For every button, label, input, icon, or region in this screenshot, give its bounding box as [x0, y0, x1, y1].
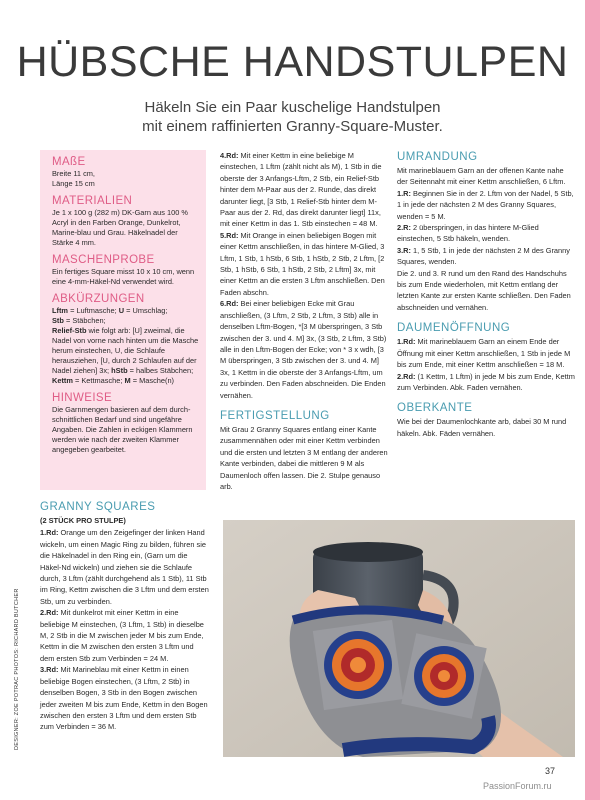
subtitle-line-2: mit einem raffinierten Granny-Square-Muster. [142, 118, 443, 135]
umrandung-outro: Die 2. und 3. R rund um den Rand des Handschuhs bis zum Ende wiederholen, mit Kettm entlang der letzten Kante zur ersten Kante schließen. Den Faden abschneiden und vernähen. [397, 268, 571, 312]
abbr-term: hStb [111, 366, 128, 375]
daumen-heading: DAUMENÖFFNUNG [397, 322, 511, 335]
abbr-term: Kettm [52, 376, 73, 385]
materialien-heading: MATERIALIEN [52, 195, 133, 207]
round-label: 3.Rd: [40, 665, 59, 675]
round-text: Mit dunkelrot mit einer Kettm in eine beliebige M einstechen, (3 Lftm, 1 Stb) in dieselbe M, 2 Stb in die M zwischen jeder M bis zum Ende, Kettm in die M zwischen den ersten 3 Lftm und dem ersten Stb zum Verbinden = 24 M. [40, 608, 204, 663]
abbr-def: = Stäbchen; [63, 316, 106, 325]
abbr-term: M [124, 376, 131, 385]
granny-heading: GRANNY SQUARES [40, 501, 156, 513]
abbr-def: = Umschlag; [124, 306, 168, 315]
fertigstellung-text: Mit Grau 2 Granny Squares entlang einer Kante zusammennähen oder mit einer Kettm verbinden und die ersten und letzten 3 M entlang der anderen Kante verbinden, dabei die mittleren 9 M als Daumenloch offen lassen. Die 2. Stulpe genauso arb. [220, 424, 388, 491]
round-text: Mit Marineblau mit einer Kettm in einen beliebige Bogen einstechen, (3 Lftm, 2 Stb) in denselben Bogen, 3 Stb in den Bogen zwischen jeder zweiten M bis zum Ende, Kettm in den Bogen zwischen den ersten 3 Lftm und dem ersten Stb zum Verbinden = 36 M. [40, 665, 208, 732]
middle-column [220, 150, 390, 492]
umrandung-row-1 [397, 188, 575, 222]
round-label: 1.Rd: [40, 528, 59, 538]
masse-heading: MAßE [52, 156, 86, 168]
round-text: (1 Kettm, 1 Lftm) in jede M bis zum Ende, Kettm zum Verbinden. Abk. Faden vernähen. [397, 371, 575, 392]
round-text: Mit Orange in einen beliebigen Bogen mit einer Kettm anschließen, in das hintere M-Glied, 3 Lftm, 1 Stb, 1 hStb, 6 Stb, 1 hStb, 2 Stb, 2 Lftm, [2 Stb, 1 hStb, 6 Stb, 1 hStb, 2 Stb, 2 Lftm] 3x, mit einer Kettm an die ersten 3 Lftm anschließen. Den Faden abschn. [220, 230, 385, 297]
round-text: Mit einer Kettm in eine beliebige M einstechen, 1 Lftm (zählt nicht als M), 1 Stb in die oberste der 3 Anfangs-Lftm, 2 Stb, ein Relief-Stb hinter dem M-Paar aus der 2. Runde, das direkt darunter liegt, [3 Stb, 1 Relief-Stb hinter dem M-Paar aus der 2. Rd, das direkt darunter liegt] 11x, mit einer Kettm in das 1. Stb einstechen = 48 M. [220, 151, 382, 229]
round-text: Orange um den Zeigefinger der linken Hand wickeln, um einen Magic Ring zu bilden, führen sie die Häkelnadel in den Ring ein, (Garn um die Häkel-Nd wickeln) und ziehen sie die Schlaufe durch, 3 Lftm (zählt durchgehend als 1 Stb), 11 Stb im Ring, Kettm zwischen die 3 Lftm und dem ersten Stb, um zu verbinden. [40, 528, 209, 606]
umrandung-heading: UMRANDUNG [397, 151, 478, 163]
right-column [397, 150, 575, 439]
abbr-term: Stb [52, 316, 64, 325]
round-label: 1.Rd: [397, 337, 416, 347]
abbr-def: = halbes Stäbchen; [127, 366, 194, 375]
abkuerzung-line-1 [52, 306, 200, 316]
round-label: 2.Rd: [397, 371, 416, 381]
row-text: Beginnen Sie in der 2. Lftm von der Nadel, 5 Stb, 1 in jede der nächsten 2 M des Granny Squares, wenden = 5 M. [397, 188, 574, 221]
granny-round-5 [220, 230, 390, 298]
page-title: HÜBSCHE HANDSTULPEN [16, 38, 569, 86]
abbr-term: Relief-Stb [52, 326, 87, 335]
abkuerzung-line-2 [52, 316, 200, 326]
granny-square-motif-1 [313, 620, 403, 710]
row-label: 1.R: [397, 188, 411, 198]
materialien-text: Je 1 x 100 g (282 m) DK-Garn aus 100 % Acryl in den Farben Orange, Dunkelrot, Marine-blau und Grau. Häkelnadel der Stärke 4 mm. [52, 208, 188, 247]
info-box [40, 150, 206, 490]
daumen-round-1 [397, 336, 575, 370]
hinweise-text: Die Garnmengen basieren auf dem durch-schnittlichen Bedarf und sind ungefähre Angaben. Die Zahlen in eckigen Klammern werden wie nach der zweiten Klammer angegeben gearbeitet. [52, 405, 193, 454]
credit-text: DESIGNER: ZOE POTRAC PHOTOS: RICHARD BUTCHER [14, 588, 20, 750]
page-number: 37 [545, 766, 556, 776]
subtitle [60, 98, 525, 136]
abkuerzungen-heading: ABKÜRZUNGEN [52, 293, 145, 305]
photo-illustration [223, 520, 575, 757]
granny-round-6 [220, 298, 390, 401]
round-text: Bei einer beliebigen Ecke mit Grau anschließen, (3 Lftm, 2 Stb, 2 Lftm, 3 Stb) alle in denselben Lftm-Bogen, *[3 M überspringen, 3 Stb zwischen der 3. und 4. M] 3x, (3 Stb, 2 Lftm, 3 Stb) alle in den Lftm-Bogen der Ecke; von * 3 x wdh, [3 M überspringen, 3 Stb zwischen der 3. und 4. M] 3x, 1 Kettm in die oberste der 3 Anfangs-Lftm, um zu verbinden. Den Faden abschneiden. Die Enden vernähen. [220, 299, 387, 400]
abbr-term: U [118, 306, 125, 315]
granny-square-motif-2 [401, 633, 486, 718]
granny-round-1 [40, 527, 210, 607]
round-label: 6.Rd: [220, 299, 239, 309]
watermark: PassionForum.ru [483, 781, 552, 791]
subtitle-line-1: Häkeln Sie ein Paar kuschelige Handstulpen [144, 99, 441, 116]
umrandung-row-2 [397, 222, 575, 245]
umrandung-row-3 [397, 245, 575, 268]
masse-line-2: Länge 15 cm [52, 179, 95, 188]
abkuerzung-line-3 [52, 326, 200, 376]
round-text: Mit marineblauem Garn an einem Ende der Öffnung mit einer Kettm anschließen, 1 Stb in jede M bis zum Ende, mit einer Kettm anschließen = 18 M. [397, 337, 571, 370]
photo-handwarmer-mug [223, 520, 575, 757]
round-label: 2.Rd: [40, 608, 59, 618]
granny-subheading: (2 STÜCK PRO STULPE) [40, 516, 126, 525]
daumen-round-2 [397, 371, 575, 394]
abbr-def: = Luftmasche; [68, 306, 119, 315]
oberkante-text: Wie bei der Daumenlochkante arb, dabei 30 M rund häkeln. Abk. Fäden vernähen. [397, 417, 567, 438]
oberkante-heading: OBERKANTE [397, 402, 473, 415]
maschenprobe-heading: MASCHENPROBE [52, 254, 155, 266]
abbr-term: Lftm [52, 306, 69, 315]
row-label: 2.R: [397, 223, 411, 233]
abbr-def: = Kettmasche; [72, 376, 125, 385]
abbr-def: wie folgt arb: [U] zweimal, die Nadel von vorne nach hinten um die Masche herum einstechen, U, die Schlaufe herausziehen, [U, durch 2 Schlaufen auf der Nadel ziehen] 3x; [52, 326, 199, 375]
mug-rim [313, 542, 423, 562]
granny-round-4 [220, 150, 390, 230]
umrandung-intro: Mit marineblauem Garn an der offenen Kante nahe der Seitennaht mit einer Kettm anschließen, 6 Lftm. [397, 166, 566, 187]
round-label: 5.Rd: [220, 230, 239, 240]
row-text: 1, 5 Stb, 1 in jede der nächsten 2 M des Granny Squares, wenden. [397, 245, 570, 267]
granny-squares-column [40, 500, 210, 733]
hinweise-heading: HINWEISE [52, 392, 113, 404]
abbr-def: = Masche(n) [130, 376, 175, 385]
row-text: 2 überspringen, in das hintere M-Glied einstechen, 5 Stb häkeln, wenden. [397, 223, 539, 244]
photo-credit [14, 588, 24, 760]
fertigstellung-heading: FERTIGSTELLUNG [220, 409, 330, 422]
maschenprobe-text: Ein fertiges Square misst 10 x 10 cm, wenn eine 4-mm-Häkel-Nd verwendet wird. [52, 267, 195, 286]
granny-round-2 [40, 607, 210, 664]
side-accent-strip [585, 0, 600, 800]
abkuerzung-line-4 [52, 376, 200, 386]
granny-round-3 [40, 664, 210, 732]
row-label: 3.R: [397, 245, 411, 255]
masse-line-1: Breite 11 cm, [52, 169, 95, 178]
round-label: 4.Rd: [220, 151, 239, 160]
